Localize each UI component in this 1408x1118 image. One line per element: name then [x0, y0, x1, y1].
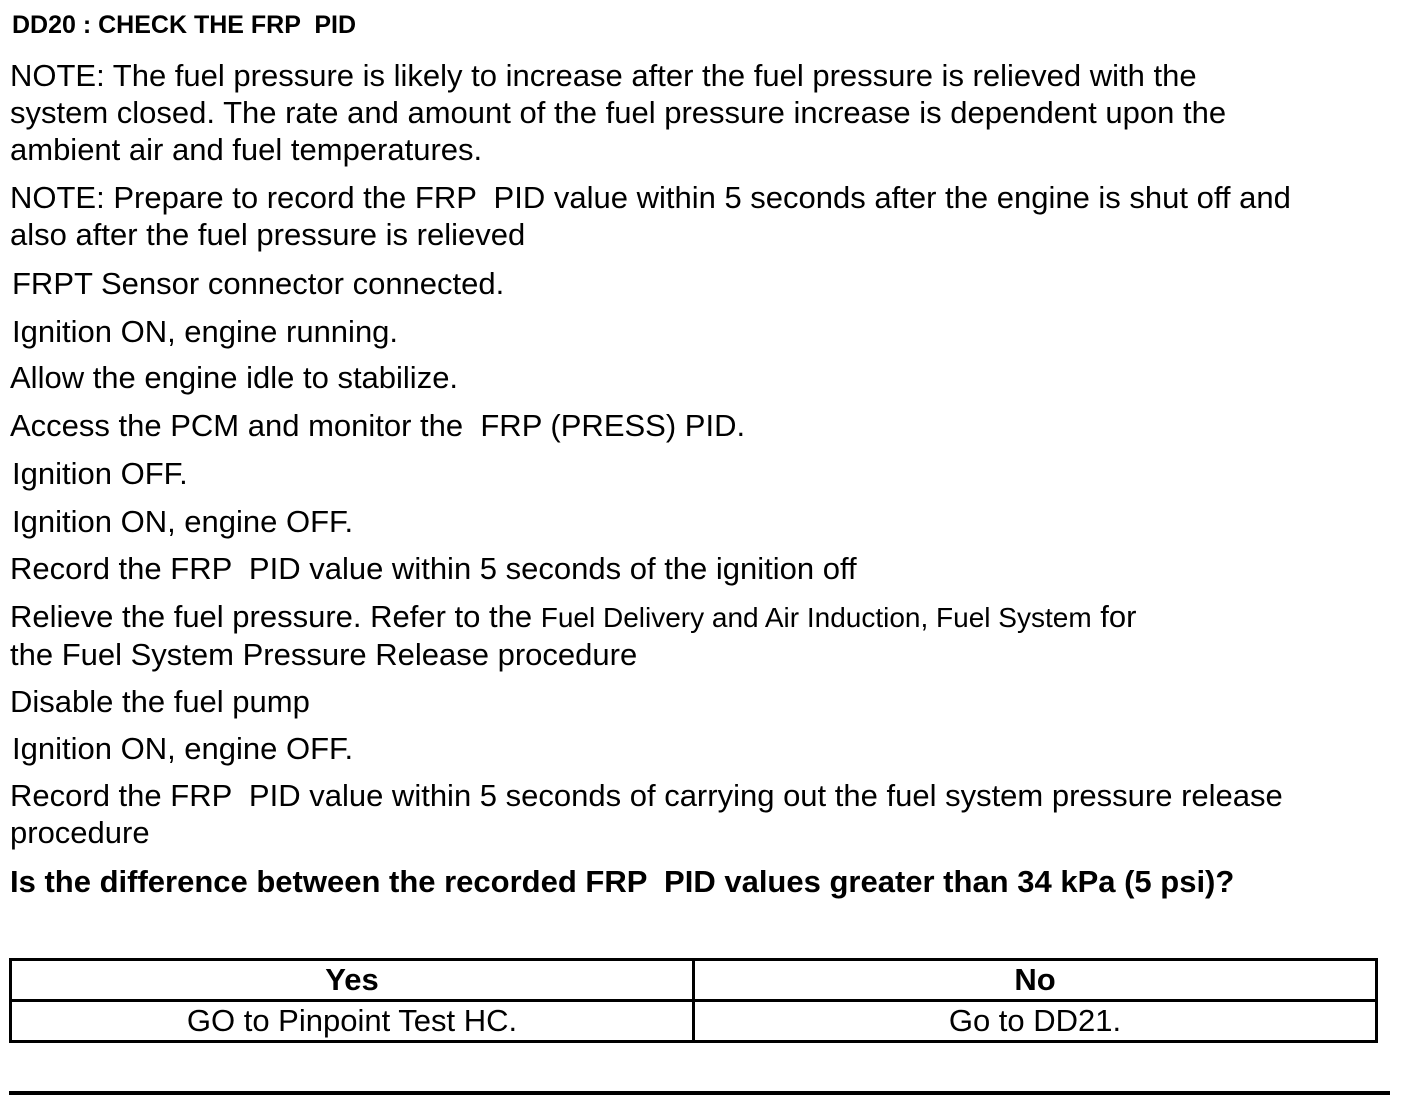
step-ignition-on-running: Ignition ON, engine running.: [12, 314, 399, 349]
result-table: [9, 958, 1378, 1043]
test-question: Is the difference between the recorded FRP PID values greater than 34 kPa (5 psi)?: [10, 864, 1235, 899]
no-header: No: [694, 960, 1377, 1001]
yes-action-link[interactable]: GO to Pinpoint Test HC.: [11, 1001, 694, 1042]
step-ignition-on-engine-off-2: Ignition ON, engine OFF.: [12, 731, 354, 766]
step-record-pid-ignition-off: Record the FRP PID value within 5 seconds of the ignition off: [10, 551, 857, 586]
bottom-divider: [9, 1091, 1390, 1095]
step-text: Relieve the fuel pressure. Refer to the: [10, 599, 541, 634]
step-sensor-connected: FRPT Sensor connector connected.: [12, 266, 505, 301]
note-line: ambient air and fuel temperatures.: [10, 132, 483, 167]
table-row: [11, 1001, 1377, 1042]
step-text: Record the FRP PID value within 5 seconds of carrying out the fuel system pressure release: [10, 778, 1283, 813]
table-header-row: [11, 960, 1377, 1001]
note-line: also after the fuel pressure is relieved: [10, 217, 526, 252]
no-action-link[interactable]: Go to DD21.: [694, 1001, 1377, 1042]
note-fuel-pressure-increase: [10, 57, 1226, 168]
note-line: NOTE: Prepare to record the FRP PID value within 5 seconds after the engine is shut off and: [10, 180, 1291, 215]
step-ignition-on-engine-off: Ignition ON, engine OFF.: [12, 504, 354, 539]
step-idle-stabilize: Allow the engine idle to stabilize.: [10, 360, 459, 395]
note-record-timing: [10, 179, 1291, 253]
step-ignition-off: Ignition OFF.: [12, 456, 188, 491]
step-monitor-pid: Access the PCM and monitor the FRP (PRESS) PID.: [10, 408, 746, 443]
note-line: system closed. The rate and amount of the fuel pressure increase is dependent upon the: [10, 95, 1227, 130]
step-text: the Fuel System Pressure Release procedure: [10, 637, 638, 672]
step-relieve-pressure: [10, 598, 1136, 673]
yes-header: Yes: [11, 960, 694, 1001]
fuel-system-reference-link[interactable]: Fuel Delivery and Air Induction, Fuel System: [540, 602, 1092, 633]
step-heading: DD20 : CHECK THE FRP PID: [12, 11, 357, 39]
step-text: for: [1091, 599, 1137, 634]
step-text: procedure: [10, 815, 150, 850]
step-record-pid-after-release: [10, 777, 1283, 851]
note-line: NOTE: The fuel pressure is likely to increase after the fuel pressure is relieved with the: [10, 58, 1197, 93]
step-disable-pump: Disable the fuel pump: [10, 684, 310, 719]
